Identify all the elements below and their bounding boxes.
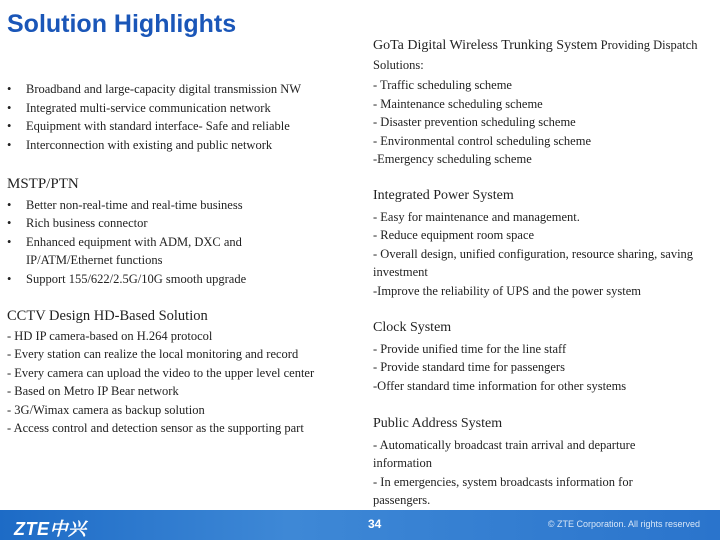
text-line: - 3G/Wimax camera as backup solution (7, 402, 205, 417)
text-line: - HD IP camera-based on H.264 protocol (7, 328, 213, 343)
text-line: -Emergency scheduling scheme (373, 152, 532, 166)
text-line: - Provide standard time for passengers (373, 360, 565, 374)
text-line: - Traffic scheduling scheme (373, 78, 512, 92)
text-line: - Every station can realize the local monitoring and record (7, 347, 299, 361)
cctv-section (7, 307, 357, 438)
text-line: - Provide unified time for the line staff (373, 341, 567, 356)
list-item: • Interconnection with existing and public network (7, 136, 357, 155)
pa-section (373, 415, 713, 510)
text-line: - Every camera can upload the video to the upper level center (7, 365, 315, 380)
section-heading: MSTP/PTN (7, 176, 79, 192)
zte-logo: ZTE中兴 (14, 519, 87, 539)
mstp-section (7, 175, 357, 288)
copyright-text: © ZTE Corporation. All rights reserved (547, 519, 700, 529)
footer-bar (0, 510, 720, 540)
text-line: - Easy for maintenance and management. (373, 209, 580, 224)
text-line: -Improve the reliability of UPS and the power system (373, 283, 641, 298)
heading-rest: Providing Dispatch Solutions: (373, 38, 698, 72)
pa-lines (373, 436, 693, 510)
text-line: - In emergencies, system broadcasts information for passengers. (373, 474, 633, 507)
gota-section (373, 36, 713, 169)
list-item: • Better non-real-time and real-time business (7, 196, 282, 215)
clock-section (373, 319, 713, 395)
section-heading: Integrated Power System (373, 188, 514, 203)
list-item: • Enhanced equipment with ADM, DXC and IP/ATM/Ethernet functions (7, 233, 282, 270)
power-lines (373, 208, 703, 301)
section-heading: CCTV Design HD-Based Solution (7, 308, 208, 324)
page-number: 34 (368, 517, 382, 531)
highlights-list (7, 80, 357, 154)
mstp-list (7, 196, 282, 289)
section-heading: Public Address System (373, 416, 503, 431)
power-section (373, 187, 713, 300)
section-heading (373, 36, 713, 74)
list-item: • Rich business connector (7, 214, 282, 233)
text-line: - Automatically broadcast train arrival and departure information (373, 437, 636, 470)
text-line: - Disaster prevention scheduling scheme (373, 115, 576, 129)
text-line: - Environmental control scheduling scheme (373, 133, 591, 148)
text-line: -Offer standard time information for other systems (373, 378, 627, 393)
text-line: - Based on Metro IP Bear network (7, 384, 179, 398)
list-item: • Integrated multi-service communication network (7, 99, 357, 118)
list-item: • Broadband and large-capacity digital transmission NW (7, 80, 357, 99)
section-heading: Clock System (373, 320, 452, 335)
list-item: • Equipment with standard interface- Safe and reliable (7, 117, 357, 136)
text-line: - Reduce equipment room space (373, 228, 535, 242)
gota-lines (373, 76, 713, 169)
text-line: - Access control and detection sensor as the supporting part (7, 421, 304, 435)
cctv-lines (7, 327, 337, 438)
clock-lines (373, 340, 713, 396)
text-line: - Maintenance scheduling scheme (373, 96, 543, 111)
page-title: Solution Highlights (7, 10, 237, 38)
text-line: - Overall design, unified configuration, resource sharing, saving investment (373, 246, 694, 279)
heading-bold: GoTa Digital Wireless Trunking System (373, 38, 598, 53)
list-item: • Support 155/622/2.5G/10G smooth upgrade (7, 270, 282, 289)
